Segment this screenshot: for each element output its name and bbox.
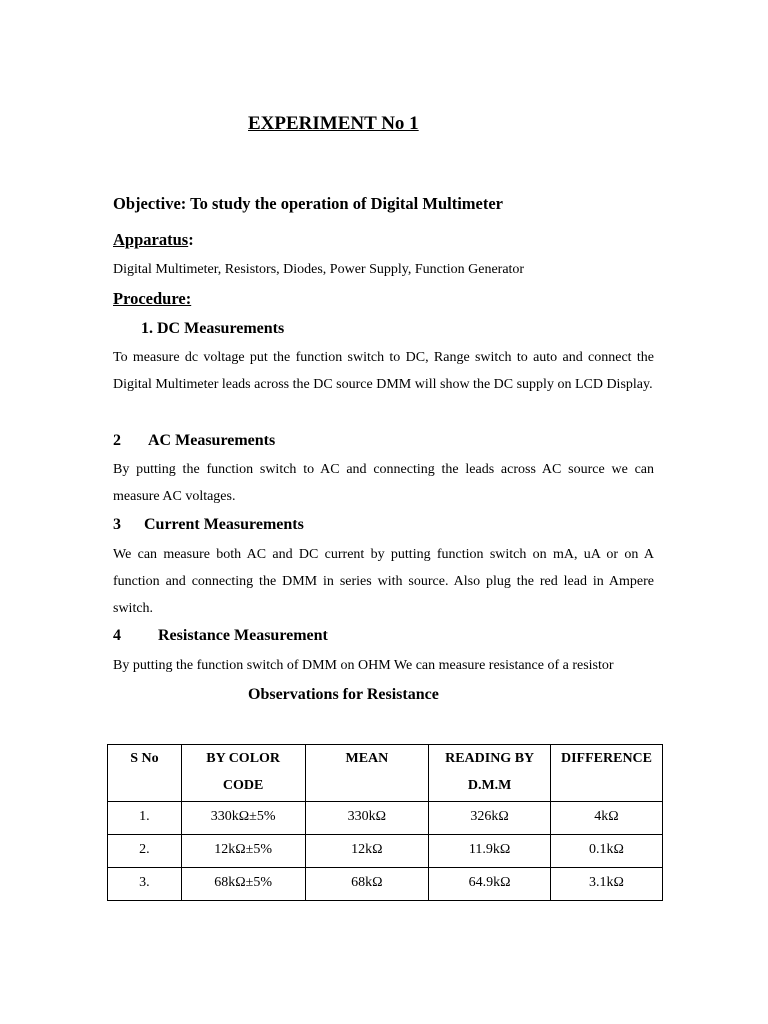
section-2-title: AC Measurements [148, 432, 276, 449]
cell-reading: 326kΩ [429, 802, 551, 835]
cell-difference: 4kΩ [551, 802, 663, 835]
section-3-number: 3 [113, 516, 121, 533]
cell-sno: 1. [108, 802, 182, 835]
section-1-title: DC Measurements [157, 320, 285, 337]
header-mean: MEAN [305, 745, 429, 802]
section-1-heading [141, 320, 284, 338]
apparatus-heading [113, 230, 194, 250]
cell-difference: 0.1kΩ [551, 835, 663, 868]
cell-sno: 2. [108, 835, 182, 868]
section-2-text: By putting the function switch to AC and connecting the leads across AC source we can measure AC voltages. [113, 462, 654, 504]
section-4-heading [113, 627, 328, 645]
cell-mean: 68kΩ [305, 868, 429, 901]
header-reading: READING BY D.M.M [429, 745, 551, 802]
section-4-title: Resistance Measurement [158, 627, 328, 644]
cell-color-code: 12kΩ±5% [181, 835, 305, 868]
section-1-text: To measure dc voltage put the function switch to DC, Range switch to auto and connect the Digital Multimeter leads across the DC source DMM will show the DC supply on LCD Display. [113, 350, 654, 392]
header-sno: S No [108, 745, 182, 802]
cell-mean: 330kΩ [305, 802, 429, 835]
section-4-text: By putting the function switch of DMM on OHM We can measure resistance of a resistor [113, 658, 614, 673]
objective: Objective: To study the operation of Digital Multimeter [113, 194, 503, 213]
cell-sno: 3. [108, 868, 182, 901]
section-3-text: We can measure both AC and DC current by putting function switch on mA, uA or on A function and connecting the DMM in series with source. Also plug the red lead in Ampere switch. [113, 547, 654, 616]
table-row [108, 835, 663, 868]
cell-difference: 3.1kΩ [551, 868, 663, 901]
header-difference: DIFFERENCE [551, 745, 663, 802]
apparatus-heading-text: Apparatus [113, 230, 189, 249]
section-3-heading [113, 516, 304, 534]
cell-mean: 12kΩ [305, 835, 429, 868]
cell-color-code: 330kΩ±5% [181, 802, 305, 835]
section-2-heading [113, 432, 275, 450]
table-row [108, 868, 663, 901]
cell-reading: 11.9kΩ [429, 835, 551, 868]
section-4-number: 4 [113, 627, 121, 644]
section-1-number: 1. [141, 320, 153, 337]
apparatus-items: Digital Multimeter, Resistors, Diodes, Power Supply, Function Generator [113, 262, 525, 277]
section-2-number: 2 [113, 432, 121, 449]
observations-title: Observations for Resistance [248, 686, 439, 703]
header-color-code: BY COLOR CODE [181, 745, 305, 802]
procedure-heading: Procedure: [113, 289, 192, 308]
observations-table [107, 744, 663, 901]
apparatus-colon: : [188, 230, 194, 249]
page-title: EXPERIMENT No 1 [248, 113, 419, 134]
table-row [108, 802, 663, 835]
cell-color-code: 68kΩ±5% [181, 868, 305, 901]
section-3-title: Current Measurements [144, 516, 304, 533]
table-header-row [108, 745, 663, 802]
cell-reading: 64.9kΩ [429, 868, 551, 901]
